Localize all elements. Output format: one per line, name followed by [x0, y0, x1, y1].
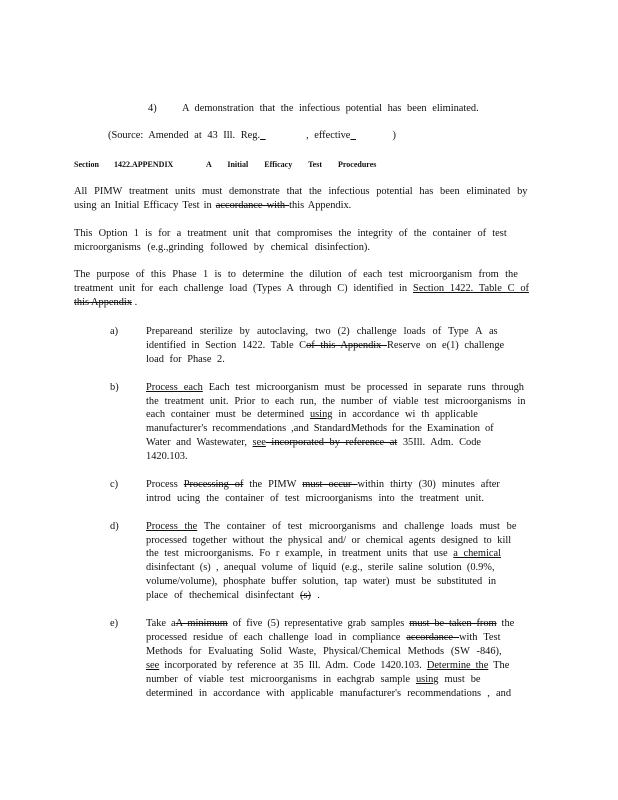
section-title: A Initial Efficacy Test Procedures [206, 160, 377, 169]
item-c-marker: c) [110, 479, 119, 490]
item-d-line-6: place of thechemical disinfectant (s) . [146, 590, 320, 601]
item-d-line-5: volume/volume), phosphate buffer solution, tap water) must be substituted in [146, 576, 497, 587]
item-b-line-1: Process each Each test microorganism must be processed in separate runs through [146, 382, 524, 393]
para-1-line-1: All PIMW treatment units must demonstrate that the infectious potential has been eliminated by [74, 186, 528, 197]
item-d-line-4: disinfectant (s) , anequal volume of liquid (e.g., sterile saline solution (0.9%, [146, 562, 495, 573]
item-c-line-1: Process Processing of the PIMW must occur within thirty (30) minutes after [146, 479, 500, 490]
para-1-line-2: using an Initial Efficacy Test in accordance with this Appendix. [74, 200, 352, 211]
section-label: Section [74, 160, 99, 169]
item-b-line-6: 1420.103. [146, 451, 188, 462]
item-d-line-3: the test microorganisms. Fo r example, in treatment units that use a chemical [146, 548, 501, 559]
item-d-marker: d) [110, 521, 119, 532]
item-e-line-3: Methods for Evaluating Solid Waste, Physical/Chemical Methods (SW -846), [146, 646, 502, 657]
item-b-line-2: the treatment unit. Prior to each run, the number of viable test microorganisms in [146, 396, 526, 407]
para-3-line-2: treatment unit for each challenge load (Types A through C) identified in Section 1422. Table C of [74, 283, 529, 294]
item-a-line-1: Prepareand sterilize by autoclaving, two (2) challenge loads of Type A as [146, 326, 498, 337]
item-e-line-2: processed residue of each challenge load in compliance accordance with Test [146, 632, 501, 643]
item-e-line-5: number of viable test microorganisms in eachgrab sample using must be [146, 674, 481, 685]
item-a-marker: a) [110, 326, 119, 337]
item-e-marker: e) [110, 618, 119, 629]
item-4-text: A demonstration that the infectious potential has been eliminated. [182, 103, 479, 114]
item-b-line-3: each container must be determined using in accordance wi th applicable [146, 409, 478, 420]
item-b-line-4: manufacturer's recommendations ,and StandardMethods for the Examination of [146, 423, 494, 434]
item-b-line-5: Water and Wastewater, see incorporated by reference at 35Ill. Adm. Code [146, 437, 482, 448]
source-note: (Source: Amended at 43 Ill. Reg. , effective ) [108, 130, 396, 141]
item-e-line-1: Take aA minimum of five (5) representative grab samples must be taken from the [146, 618, 515, 629]
item-e-line-6: determined in accordance with applicable manufacturer's recommendations , and [146, 688, 512, 699]
item-d-line-1: Process the The container of test microorganisms and challenge loads must be [146, 521, 517, 532]
item-b-marker: b) [110, 382, 119, 393]
item-c-line-2: introd ucing the container of test microorganisms into the treatment unit. [146, 493, 484, 504]
para-2-line-2: microorganisms (e.g.,grinding followed by chemical disinfection). [74, 242, 370, 253]
section-number: 1422.APPENDIX [114, 160, 174, 169]
item-a-line-2: identified in Section 1422. Table Cof this Appendix Reserve on e(1) challenge [146, 340, 505, 351]
item-e-line-4: see incorporated by reference at 35 Ill. Adm. Code 1420.103. Determine the The [146, 660, 510, 671]
para-2-line-1: This Option 1 is for a treatment unit that compromises the integrity of the container of test [74, 228, 507, 239]
item-a-line-3: load for Phase 2. [146, 354, 225, 365]
item-4-marker: 4) [148, 103, 157, 114]
para-3-line-3: this Appendix . [74, 297, 138, 308]
item-d-line-2: processed together without the physical and/ or chemical agents designed to kill [146, 535, 512, 546]
para-3-line-1: The purpose of this Phase 1 is to determine the dilution of each test microorganism from the [74, 269, 518, 280]
